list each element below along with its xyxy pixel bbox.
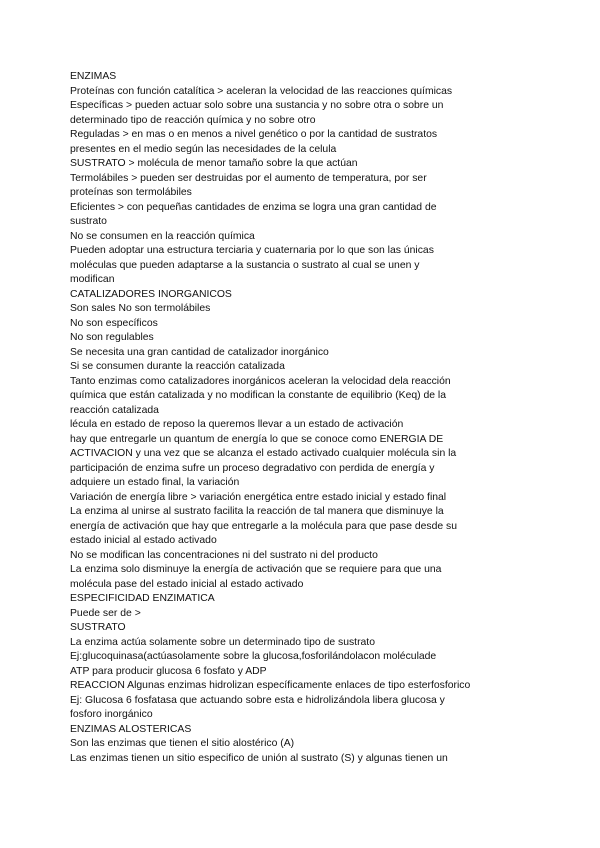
text-line: La enzima solo disminuye la energía de activación que se requiere para que una	[70, 564, 442, 575]
text-line: Pueden adoptar una estructura terciaria y cuaternaria por lo que son las únicas	[70, 245, 434, 256]
text-line: estado inicial al estado activado	[70, 535, 217, 546]
text-line: participación de enzima sufre un proceso degradativo con perdida de energía y	[70, 462, 435, 474]
text-line: SUSTRATO	[70, 622, 126, 633]
text-line: Termolábiles > pueden ser destruidas por el aumento de temperatura, por ser	[70, 172, 427, 184]
text-line: molécula pase del estado inicial al estado activado	[70, 578, 304, 590]
text-line: Son las enzimas que tienen el sitio alostérico (A)	[70, 738, 295, 749]
text-line: moléculas que pueden adaptarse a la sustancia o sustrato al cual se unen y	[70, 259, 420, 271]
text-line: lécula en estado de reposo la queremos llevar a un estado de activación	[70, 419, 404, 430]
text-line: REACCION Algunas enzimas hidrolizan específicamente enlaces de tipo esterfosforico	[70, 680, 471, 691]
text-line: modifican	[70, 274, 115, 285]
text-line: sustrato	[70, 216, 107, 227]
text-line: Si se consumen durante la reacción catalizada	[70, 361, 285, 372]
text-line: reacción catalizada	[70, 404, 159, 416]
text-line: proteínas son termolábiles	[70, 187, 192, 198]
text-line: Tanto enzimas como catalizadores inorgánicos aceleran la velocidad dela reacción	[70, 375, 451, 387]
text-line: determinado tipo de reacción química y no sobre otro	[70, 114, 316, 126]
text-line: No son regulables	[70, 332, 154, 343]
text-line: Eficientes > con pequeñas cantidades de enzima se logra una gran cantidad de	[70, 201, 437, 213]
text-line: presentes en el medio según las necesidades de la celula	[70, 143, 337, 155]
text-line: Ej: Glucosa 6 fosfatasa que actuando sobre esta e hidrolizándola libera glucosa y	[70, 694, 445, 706]
text-line: química que están catalizada y no modifican la constante de equilibrio (Keq) de la	[70, 390, 447, 401]
text-line: ESPECIFICIDAD ENZIMATICA	[70, 593, 215, 604]
text-line: energía de activación que hay que entregarle a la molécula para que pase desde su	[70, 520, 458, 532]
text-line: No son específicos	[70, 317, 158, 329]
text-line: Se necesita una gran cantidad de catalizador inorgánico	[70, 346, 329, 358]
text-line: SUSTRATO > molécula de menor tamaño sobre la que actúan	[70, 158, 358, 169]
text-line: hay que entregarle un quantum de energía lo que se conoce como ENERGIA DE	[70, 433, 444, 445]
text-line: Reguladas > en mas o en menos a nivel genético o por la cantidad de sustratos	[70, 129, 438, 140]
text-line: Variación de energía libre > variación energética entre estado inicial y estado final	[70, 491, 447, 503]
text-line: Específicas > pueden actuar solo sobre una sustancia y no sobre otra o sobre un	[70, 100, 444, 111]
text-line: ACTIVACION y una vez que se alcanza el estado activado cualquier molécula sin la	[70, 448, 457, 459]
text-line: adquiere un estado final, la variación	[70, 477, 240, 488]
text-line: Las enzimas tienen un sitio especifico de unión al sustrato (S) y algunas tienen un	[70, 752, 448, 764]
text-line: Son sales No son termolábiles	[70, 303, 211, 314]
text-line: La enzima al unirse al sustrato facilita la reacción de tal manera que disminuye la	[70, 506, 444, 517]
text-line: CATALIZADORES INORGANICOS	[70, 288, 232, 300]
text-line: La enzima actúa solamente sobre un determinado tipo de sustrato	[70, 636, 375, 648]
text-line: ENZIMAS	[70, 71, 117, 82]
text-line: Proteínas con función catalítica > aceleran la velocidad de las reacciones químicas	[70, 85, 453, 97]
text-line: Puede ser de >	[70, 607, 141, 619]
text-line: fosforo inorgánico	[70, 709, 153, 720]
text-line: ENZIMAS ALOSTERICAS	[70, 723, 192, 735]
text-line: Ej:glucoquinasa(actúasolamente sobre la glucosa,fosforilándolacon moléculade	[70, 651, 437, 662]
text-line: No se modifican las concentraciones ni del sustrato ni del producto	[70, 549, 378, 561]
text-line: No se consumen en la reacción química	[70, 230, 255, 242]
text-line: ATP para producir glucosa 6 fosfato y ADP	[70, 665, 267, 677]
